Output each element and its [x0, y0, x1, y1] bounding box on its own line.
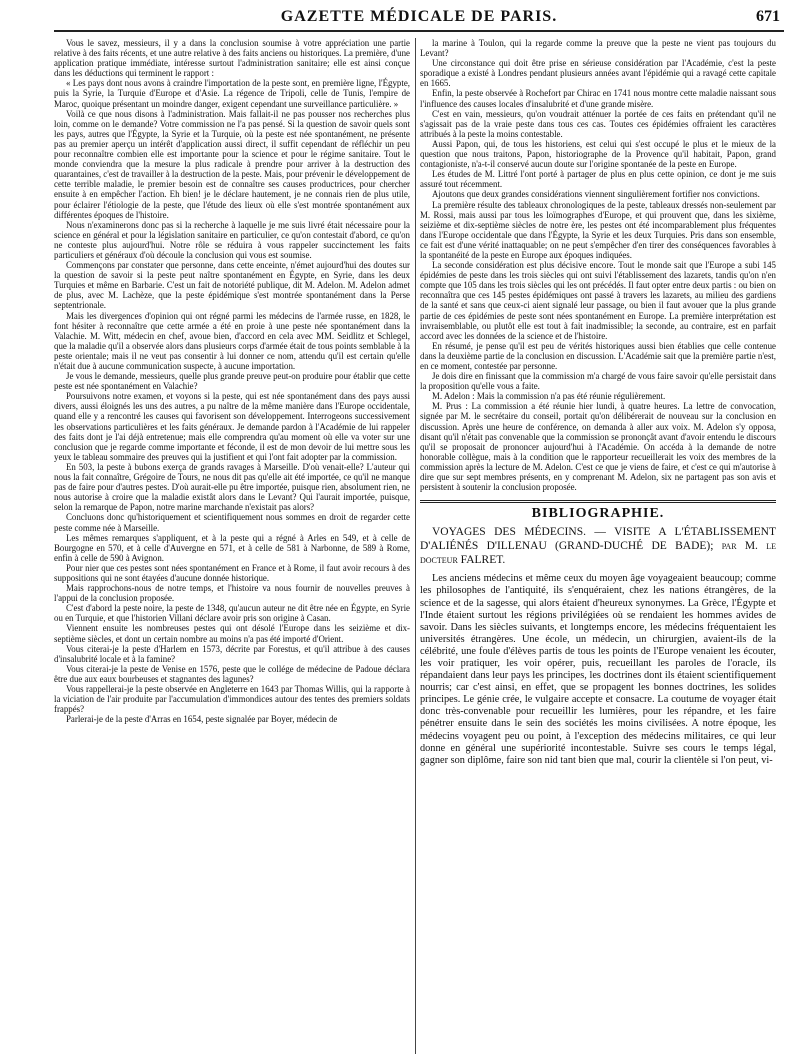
paragraph: Aussi Papon, qui, de tous les historiens, est celui qui s'est occupé le plus et le mieux de la question que nous traitons, Papon, historiographe de la Provence qu'il habitait, Papon, grand contagioniste, n'a-t-il conservé aucun doute sur l'origine spontanée de la peste en Europe.: [420, 138, 776, 170]
paragraph: C'est en vain, messieurs, qu'on voudrait atténuer la portée de ces faits en prétendant qu'il ne s'agissait pas de la vraie peste dans tous ces cas. Toutes ces épidémies offraient les caractères attribués à la peste la moins contestable.: [420, 108, 776, 139]
paragraph: M. Prus : La commission a été réunie hier lundi, à quatre heures. La lettre de convocation, signée par M. le secrétaire du conseil, portait qu'on délibérerait de nouveau sur la conclusion en discussion. Après une heure de conférence, on demanda à aller aux voix. M. Adelon s'y opposa, disant qu'il n'était pas convenable que la commission se prononçât avant d'avoir entendu le discours qu'il se proposait de prononcer aujourd'hui à l'Académie. On accéda à la demande de notre honorable collègue, mais à la condition que le rapporteur recueillerait les voix des membres de la commission après la lecture de M. Adelon. C'est ce que je viens de faire, et c'est ce qui m'autorise à dire que sur sept membres présents, en y comprenant M. Adelon, six ne partagent pas son avis et persistent à soutenir la conclusion proposée.: [420, 401, 776, 493]
column-divider: [415, 38, 416, 1054]
paragraph: Vous rappellerai-je la peste observée en Angleterre en 1643 par Thomas Willis, qui la rapporte à la viciation de l'air produite par l'accumulation d'immondices autour des tentes des premiers soldats frappés?: [54, 684, 410, 715]
paragraph: Je dois dire en finissant que la commission m'a chargé de vous faire savoir qu'elle persistait dans la proposition qu'elle vous a faite.: [420, 371, 776, 392]
paragraph: C'est d'abord la peste noire, la peste de 1348, qu'aucun auteur ne dit être née en Égypte, en Syrie ou en Turquie, et que l'historien Villani déclare avoir pris son origine à Casan.: [54, 603, 410, 624]
paragraph: Concluons donc qu'historiquement et scientifiquement nous sommes en droit de regarder cette peste comme née à Marseille.: [54, 512, 410, 533]
journal-title: GAZETTE MÉDICALE DE PARIS.: [280, 8, 558, 25]
section-rule: [420, 500, 776, 503]
paragraph: Commençons par constater que personne, dans cette enceinte, n'émet aujourd'hui des doutes sur la question de savoir si la peste peut naître spontanément en Égypte, en Syrie, dans les deux Turquies et même en Barbarie. C'est un fait de notoriété publique, dit M. Adelon. M. Adelon admet de plus, avec M. Lachèze, que la peste épidémique s'est montrée spontanément dans la Perse septentrionale.: [54, 260, 410, 311]
paragraph: Viennent ensuite les nombreuses pestes qui ont désolé l'Europe dans les seizième et dix-septième siècles, et dont un certain nombre au moins n'a pas été importé d'Orient.: [54, 623, 410, 644]
paragraph: La seconde considération est plus décisive encore. Tout le monde sait que l'Europe a subi 145 épidémies de peste dans les trois siècles qui ont suivi l'établissement des lazarets, tandis qu'on n'en compte que 105 dans les trois siècles qui les ont précédés. Il faut opter entre deux partis : ou bien on reconnaîtra que ces 145 pestes épidémiques ont passé à travers les lazarets, au milieu des gardiens de la santé et sans que ceux-ci aient signalé leur passage, ou bien il faut avouer que la plus grande partie de ces épidémies de peste sont nées spontanément en Europe. La première interprétation est invraisemblable, ou plutôt elle est tout à fait inadmissible; la seconde, au contraire, est en parfait accord avec les données de la science et de l'histoire.: [420, 260, 776, 341]
right-column-text: [420, 38, 776, 492]
paragraph: Enfin, la peste observée à Rochefort par Chirac en 1741 nous montre cette maladie naissant sous l'influence des causes locales d'insalubrité et d'une grande misère.: [420, 88, 776, 109]
paragraph: Mais rapprochons-nous de notre temps, et l'histoire va nous fournir de nouvelles preuves à l'appui de la conclusion proposée.: [54, 583, 410, 604]
paragraph: Vous citerai-je la peste de Venise en 1576, peste que le collége de médecine de Padoue déclara être due aux eaux bourbeuses et stagnantes des lagunes?: [54, 663, 410, 684]
paragraph: Les mêmes remarques s'appliquent, et à la peste qui a régné à Arles en 549, et à celle de Bourgogne en 570, et à celle d'Auvergne en 571, et à celle de 581 à Narbonne, de 589 à Rome, enfin à celle de 590 à Avignon.: [54, 532, 410, 563]
bibliography-heading: VOYAGES DES MÉDECINS. — VISITE A L'ÉTABLISSEMENT D'ALIÉNÉS D'ILLENAU (GRAND-DUCHÉ DE BADE); par M. le docteur FALRET.: [420, 526, 776, 567]
paragraph: Une circonstance qui doit être prise en sérieuse considération par l'Académie, c'est la peste sporadique a existé à Londres pendant plusieurs années avant l'épidémie qui a ravagé cette capitale en 1665.: [420, 58, 776, 89]
paragraph: Nous n'examinerons donc pas si la recherche à laquelle je me suis livré était nécessaire pour la science en général et pour la législation sanitaire en particulier, ce qu'on contestait d'abord, ce qu'on ne conteste plus aujourd'hui. Notre rôle se réduira à vous rappeler succinctement les faits particuliers et généraux d'où découle la conclusion qui vous est soumise.: [54, 219, 410, 260]
right-column: [420, 38, 776, 1054]
paragraph: Vous citerai-je la peste d'Harlem en 1573, décrite par Forestus, et qu'il attribue à des causes d'insalubrité locale et à la famine?: [54, 643, 410, 664]
paragraph: Parlerai-je de la peste d'Arras en 1654, peste signalée par Boyer, médecin de: [66, 714, 338, 725]
paragraph: Ajoutons que deux grandes considérations viennent singulièrement fortifier nos convictions.: [432, 189, 760, 200]
paragraph: En résumé, je pense qu'il est peu de vérités historiques aussi bien établies que celle contenue dans la deuxième partie de la conclusion en discussion. L'Académie sait que la première partie n'est, en ce moment, contestée par personne.: [420, 340, 776, 371]
bibliography-title: BIBLIOGRAPHIE.: [531, 506, 665, 522]
paragraph: M. Adelon : Mais la commission n'a pas été réunie régulièrement.: [432, 391, 666, 402]
paragraph: Vous le savez, messieurs, il y a dans la conclusion soumise à votre appréciation une partie relative à des faits récents, et une autre relative à des faits anciens ou historiques. La première, d'une application pratique immédiate, intéresse surtout l'administration sanitaire; elle est ainsi conçue dans les déductions qui terminent le rapport :: [54, 38, 410, 79]
left-column: [54, 38, 410, 1054]
paragraph: la marine à Toulon, qui la regarde comme la preuve que la peste ne vient pas toujours du Levant?: [420, 38, 776, 59]
bibliography-body: [420, 573, 776, 767]
paragraph: « Les pays dont nous avons à craindre l'importation de la peste sont, en première ligne, l'Égypte, puis la Syrie, la Turquie d'Europe et d'Asie. La régence de Tripoli, celle de Tunis, l'empire de Maroc, quoique présentant un moindre danger, exigent cependant une surveillance particulière. »: [54, 78, 410, 109]
paragraph: La première résulte des tableaux chronologiques de la peste, tableaux dressés non-seulement par M. Rossi, mais aussi par tous les loïmographes d'Europe, et qui prouvent que, dans les sixième, seizième et dix-septième siècles de notre ère, les pestes ont été incomparablement plus fréquentes dans l'Europe occidentale que dans l'Égypte, la Syrie et les deux Turquies. Pris dans son ensemble, ce fait est d'une vérité inattaquable; on ne peut s'empêcher d'en tirer des conséquences favorables à la spontanéité de la peste en Europe aux époques indiquées.: [420, 199, 776, 260]
paragraph: Mais les divergences d'opinion qui ont régné parmi les médecins de l'armée russe, en 1828, le font hésiter à reconnaître que cette armée a été en proie à une peste née spontanément dans la Valachie. M. Witt, médecin en chef, avoue bien, d'accord en cela avec MM. Seidlitz et Schlegel, que la maladie qu'il a observée alors dans plusieurs corps d'armée était de tous points semblable à la peste orientale; mais il ne veut pas consentir à lui donner ce nom, attendu qu'il est certain qu'elle n'était due à aucune communication suspecte, à aucune importation.: [54, 310, 410, 371]
page-number: 671: [756, 8, 780, 25]
page-header: [54, 0, 784, 32]
paragraph: Pour nier que ces pestes sont nées spontanément en France et à Rome, il faut avoir recours à des suppositions qui ne sont étayées d'aucune donnée historique.: [54, 562, 410, 583]
paragraph: En 503, la peste à bubons exerça de grands ravages à Marseille. D'où venait-elle? L'auteur qui nous la fait connaître, Grégoire de Tours, ne nous dit pas qu'elle ait été importée, ce qu'il ne manque pas de faire pour d'autres pestes. D'où aurait-elle pu être importée, puisque rien, absolument rien, ne nous autorise à croire que la maladie existât alors dans le Levant? Qui l'aurait importée, puisque, selon la remarque de Papon, notre marine marchande n'existait pas alors?: [54, 461, 410, 513]
paragraph: Les études de M. Littré l'ont porté à partager de plus en plus cette opinion, ce dont je me suis assuré tout récemment.: [420, 169, 776, 190]
page: [54, 0, 784, 1059]
paragraph: Poursuivons notre examen, et voyons si la peste, qui est née spontanément dans des pays aussi divers, aussi éloignés les uns des autres, a pu naître de la même manière dans l'Europe occidentale, quand elle y a rencontré les causes qui favorisent son développement. Interrogeons successivement les observations particulières et les faits généraux. Je demande pardon à l'Académie de lui rappeler des faits dont je l'ai déjà entretenue; mais elle comprendra qu'au moment où elle va voter sur une conclusion que je regarde comme importante et féconde, il est de mon devoir de lui mettre sous les yeux le tableau sommaire des preuves qui la justifient et qui l'ont fait adopter par la commission.: [54, 391, 410, 462]
paragraph: Les anciens médecins et même ceux du moyen âge voyageaient beaucoup; comme les philosophes de l'antiquité, ils s'enquéraient, chez les nations étrangères, de la science et de la sagesse, qui alors étaient d'heureux synonymes. La Grèce, l'Égypte et l'Inde étaient surtout les régions privilégiées où se rendaient les hommes avides de savoir. Dans les siècles suivants, et longtemps encore, les médecins fréquentaient les universités étrangères. Une école, un médecin, un chirurgien, avaient-ils de la célébrité, une foule d'élèves partis de tous les points de l'Europe venaient les écouter, les voir pratiquer, les voir opérer, puis, recueillant les paroles de l'oracle, ils répandaient dans leur pays les principes, les doctrines dont ils étaient scientifiquement nourris; car c'est ainsi, en effet, que se propagent les bonnes doctrines, les solides principes. Le génie crée, le vulgaire accepte et consacre. La coutume de voyager était donc très-convenable pour recueillir les lumières, pour les répandre, et les faire pénétrer ensuite dans le sein des sociétés les moins civilisées. A notre époque, les médecins voyagent peu ou point, à l'exception des médecins militaires, ce qui leur donne en général une supériorité incontestable. Suivre ses cours le temps légal, gagner son diplôme, faire son nid tant bien que mal, courir la clientèle si l'on peut, vi-: [420, 573, 776, 766]
paragraph: Voilà ce que nous disons à l'administration. Mais fallait-il ne pas pousser nos recherches plus loin, comme on le demande? Votre commission ne l'a pas pensé. Si la question de savoir quels sont les pays, autres que l'Égypte, la Syrie et la Turquie, où la peste est née spontanément, ne présente pas au premier aperçu un intérêt d'application aussi direct, il suffit cependant de réfléchir un peu pour reconnaître combien elle est importante pour la science et pour le régime sanitaire. Tout le monde conviendra que la mesure la plus radicale à prendre pour arriver à la destruction des quarantaines, c'est de travailler à la destruction de la peste. Mais, pour prévenir le développement de cette terrible maladie, le premier besoin est de connaître ses causes productrices, pour chercher ensuite à en empêcher l'action. Eh bien! je le déclare hautement, je ne connais rien de plus utile, pour éclairer l'étiologie de la peste, que l'étude des lieux où elle s'est montrée spontanément aux différentes époques de l'histoire.: [54, 108, 410, 220]
paragraph: Je vous le demande, messieurs, quelle plus grande preuve peut-on produire pour établir que cette peste est née spontanément en Valachie?: [54, 371, 410, 392]
